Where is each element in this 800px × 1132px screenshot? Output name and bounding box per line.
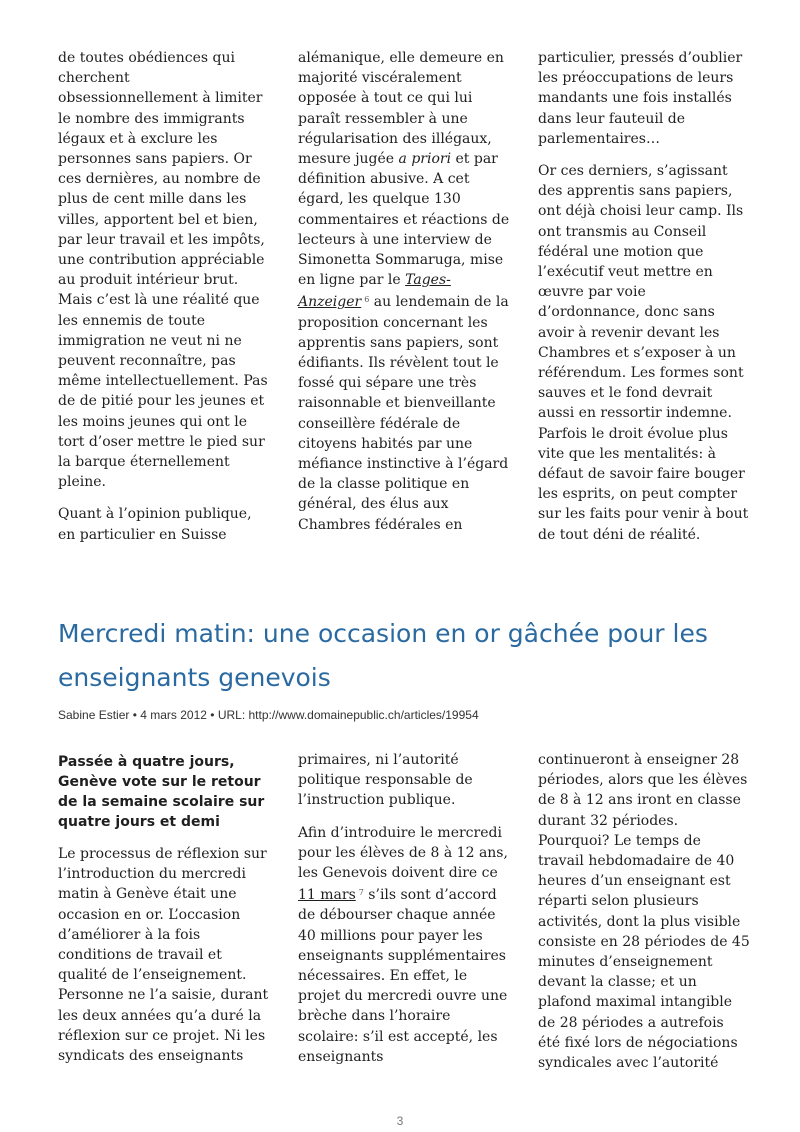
11-mars-link[interactable]: 11 mars [298, 887, 356, 904]
text-run: s’ils sont d’accord de débourser chaque année 40 millions pour payer les enseignants supplémentaires nécessaires. En effet, le projet du mercredi ouvre une brèche dans l’horaire scolaire: s’il est accepté, les enseignants [298, 887, 508, 1065]
paragraph: particulier, pressés d’oublier les préoccupations de leurs mandants une fois installés dans leur fauteuil de parlementaires… [538, 50, 743, 147]
page-number: 3 [396, 1114, 404, 1128]
text-run: au lendemain de la proposition concernant les apprentis sans papiers, sont édifiants. Ils révèlent tout le fossé qui sépare une très raisonnable et bienveillante conseillère fédérale de citoyens habités par une méfiance instinctive à l’égard de la classe politique en général, des élus aux Chambres fédérales en [298, 294, 509, 533]
paragraph: primaires, ni l’autorité politique responsable de l’instruction publique. [298, 752, 473, 809]
paragraph [298, 823, 510, 1067]
text-run: et par définition abusive. A cet égard, les quelque 130 commentaires et réactions de lecteurs à une interview de Simonetta Sommaruga, mise en ligne par le [298, 151, 510, 289]
article-column-3 [538, 750, 750, 1085]
text-run: Afin d’introduire le mercredi pour les élèves de 8 à 12 ans, les Genevois doivent dire ce [298, 824, 508, 882]
article-column-1 [58, 752, 270, 1078]
footnote-marker: 6 [364, 295, 370, 305]
paragraph: Quant à l’opinion publique, en particulier en Suisse [58, 506, 252, 543]
article-lead: Passée à quatre jours, Genève vote sur le retour de la semaine scolaire sur quatre jours et demi [58, 754, 265, 830]
italic-text: a priori [398, 151, 452, 168]
paragraph: Or ces derniers, s’agissant des apprentis sans papiers, ont déjà choisi leur camp. Ils ont transmis au Conseil fédéral une motion que l’exécutif veut mettre en œuvre par voie d’ordonnance, donc sans avoir à revenir devant les Chambres et s’exposer à un référendum. Les formes sont sauves et le fond devrait aussi en ressortir indemne. Parfois le droit évolue plus vite que les mentalités: à défaut de savoir faire bouger les esprits, on peut compter sur les faits pour venir à bout de tout déni de réalité. [538, 163, 749, 543]
article-column-2 [298, 750, 510, 1079]
paragraph: Le processus de réflexion sur l’introduction du mercredi matin à Genève était une occasion en or. L’occasion d’améliorer à la fois conditions de travail et qualité de l’enseignement. Personne ne l’a saisie, durant les deux années qu’a duré la réflexion sur ce projet. Ni les syndicats des enseignants [58, 846, 269, 1065]
paragraph: de toutes obédiences qui cherchent obsessionnellement à limiter le nombre des immigrants légaux et à exclure les personnes sans papiers. Or ces dernières, au nombre de plus de cent mille dans les villes, apportent bel et bien, par leur travail et les impôts, une contribution appréciable au produit intérieur brut. Mais c’est là une réalité que les ennemis de toute immigration ne veut ni ne peuvent reconnaître, pas même intellectuellement. Pas de de pitié pour les jeunes et les moins jeunes qui ont le tort d’oser mettre le pied sur la barque éternellement pleine. [58, 50, 268, 491]
tages-anzeiger-link[interactable]: Tages-Anzeiger [298, 272, 451, 311]
prev-article-column-3 [538, 48, 750, 557]
paragraph [298, 48, 510, 535]
article-title: Mercredi matin: une occasion en or gâchée pour les enseignants genevois [58, 619, 708, 692]
paragraph: continueront à enseigner 28 périodes, alors que les élèves de 8 à 12 ans iront en classe durant 32 périodes. Pourquoi? Le temps de travail hebdomadaire de 40 heures d’un enseignant est réparti selon plusieurs activités, dont la plus visible consiste en 28 périodes de 45 minutes d’enseignement devant la classe; et un plafond maximal intangible de 28 périodes a autrefois été fixé lors de négociations syndicales avec l’autorité [538, 752, 750, 1072]
footnote-marker: 7 [358, 888, 364, 898]
text-run: alémanique, elle demeure en majorité viscéralement opposée à tout ce qui lui paraît ressembler à une régularisation des illégaux, mesure jugée [298, 50, 504, 168]
prev-article-column-2 [298, 48, 510, 547]
article-byline: Sabine Estier • 4 mars 2012 • URL: http://www.domainepublic.ch/articles/19954 [58, 708, 479, 722]
prev-article-column-1 [58, 48, 270, 557]
